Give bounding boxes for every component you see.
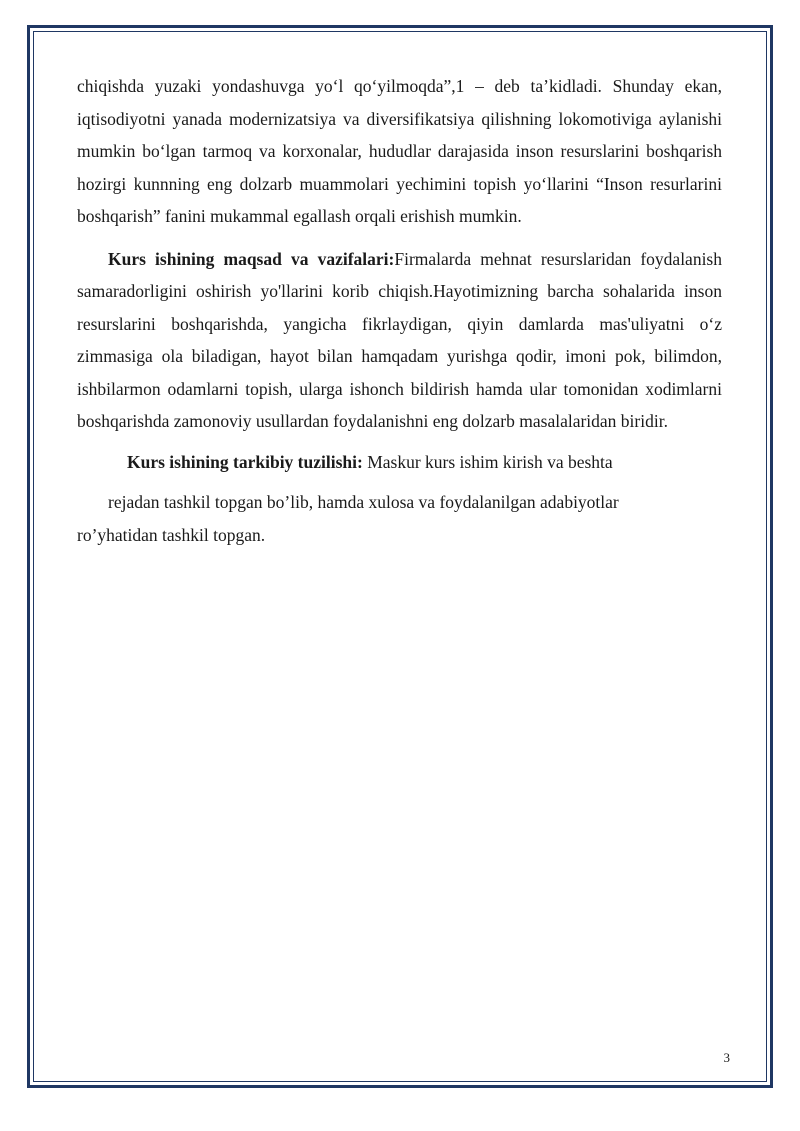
structure-text-1: Maskur kurs ishim kirish va beshta (362, 451, 613, 472)
goals-text: Firmalarda mehnat resurslaridan foydalanish samaradorligini oshirish yo'llarini korib chiqish.Hayotimizning barcha sohalarida inson resurslarini boshqarishda, yangicha fikrlaydigan, qiyin damlarda mas'uliyatni o‘z zimmasiga ola biladigan, hayot bilan hamqadam yurishga qodir, imoni pok, bilimdon, ishbilarmon odamlarni topish, ularga ishonch bildirish hamda ular tomonidan xodimlarni boshqarishda zamonoviy usullardan foydalanishni eng dolzarb masalalaridan biridir. (77, 248, 722, 431)
paragraph-intro: chiqishda yuzaki yondashuvga yo‘l qo‘yilmoqda”,1 – deb ta’kidladi. Shunday ekan, iqtisodiyotni yanada modernizatsiya va diversifikatsiya qilishning lokomotiviga aylanishi mumkin bo‘lgan tarmoq va korxonalar, hududlar darajasida inson resurslarini boshqarish hozirgi kunnning eng dolzarb muammolari yechimini topish yo‘llarini “Inson resurlarini boshqarish” fanini mukammal egallash orqali erishish mumkin. (77, 76, 722, 226)
structure-heading: Kurs ishining tarkibiy tuzilishi: (127, 451, 363, 472)
goals-heading: Kurs ishining maqsad va vazifalari: (108, 248, 395, 269)
page-content (77, 70, 722, 551)
structure-line-3: ro’yhatidan tashkil topgan. (77, 524, 266, 545)
paragraph-goals (77, 243, 722, 438)
structure-line-1 (127, 446, 722, 479)
page-number: 3 (723, 1050, 730, 1065)
structure-line-2: rejadan tashkil topgan bo’lib, hamda xulosa va foydalanilgan adabiyotlar (108, 492, 619, 512)
